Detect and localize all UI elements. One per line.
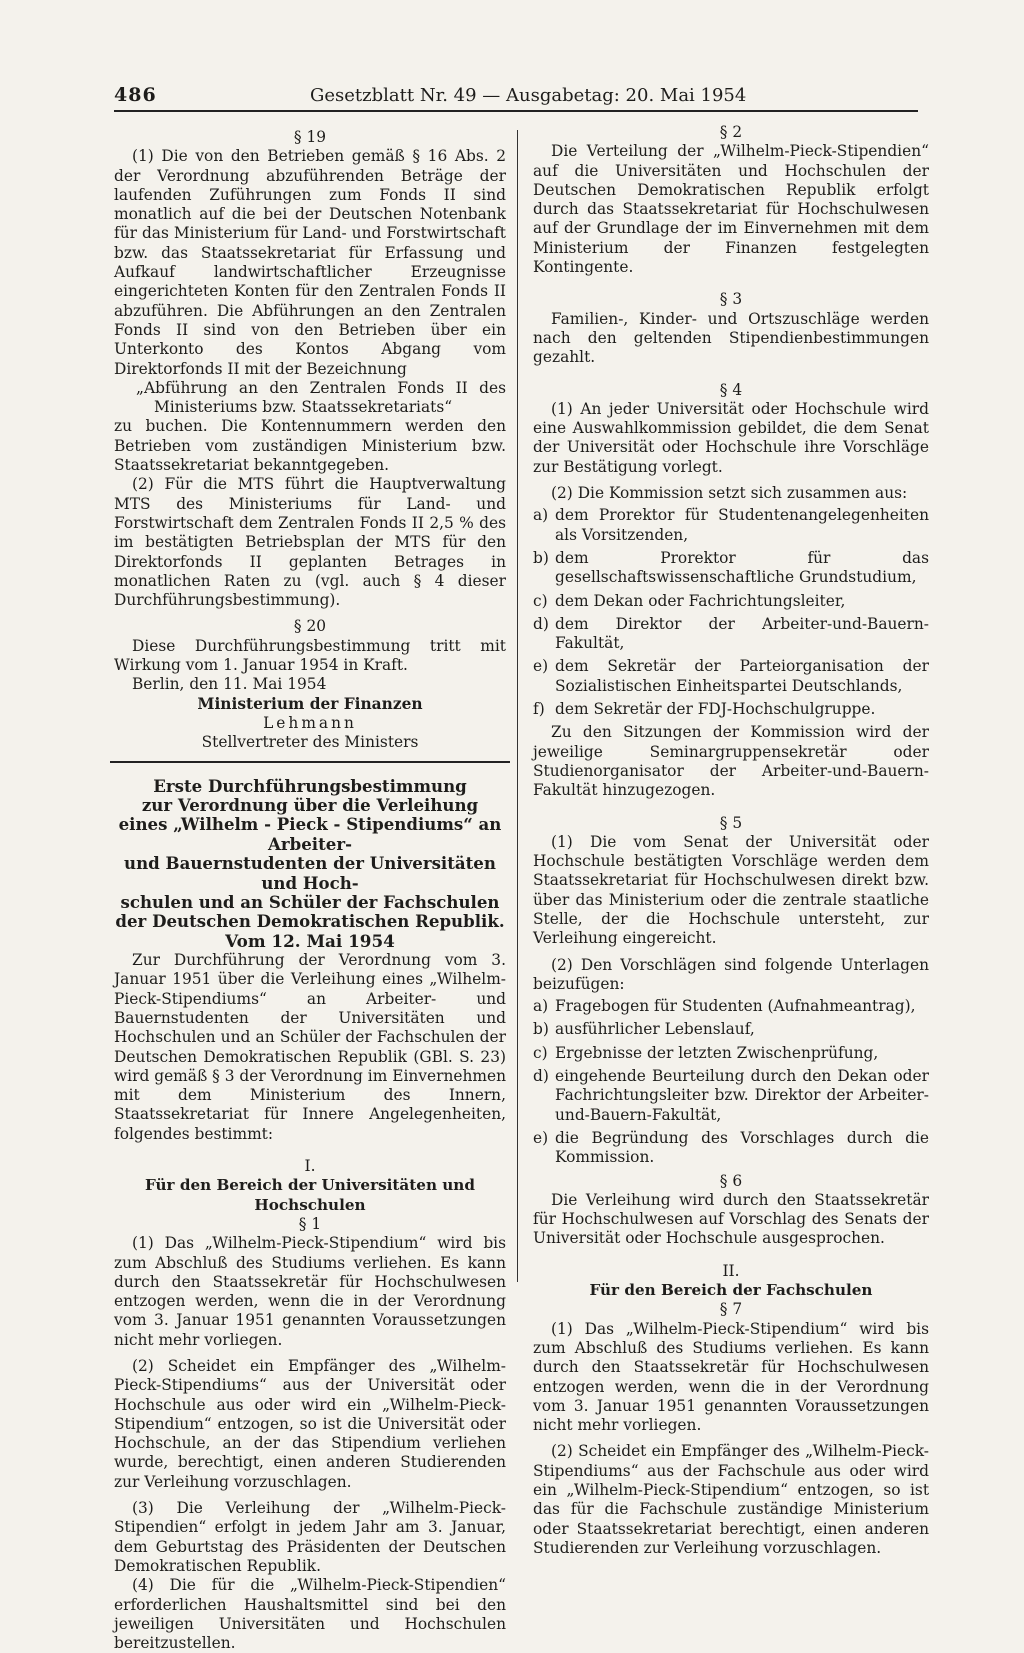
- paragraph-7-2: (2) Scheidet ein Empfänger des „Wilhelm-Pieck-Stipendiums“ aus der Fachschule aus oder wird ein „Wilhelm-Pieck-Stipendium“ entzogen, so ist das für die Fachschule zuständige Ministerium oder Staatssekretariat berechtigt, einen anderen Studierenden zur Verleihung vorzuschlagen.: [533, 1442, 929, 1557]
- running-header: Gesetzblatt Nr. 49 — Ausgabetag: 20. Mai 1954: [310, 85, 747, 106]
- right-column: [533, 123, 929, 1558]
- list-item: [533, 615, 929, 654]
- left-column: [114, 128, 506, 1653]
- list-item: [533, 506, 929, 545]
- list-item-label: c): [533, 591, 548, 610]
- commission-members-list: [533, 506, 929, 719]
- list-item-label: b): [533, 1020, 549, 1039]
- list-item: [533, 1020, 929, 1039]
- list-item: [533, 1044, 929, 1063]
- part-1-title: Für den Bereich der Universitäten und Hochschulen: [145, 1176, 475, 1214]
- list-item: [533, 700, 929, 719]
- section-heading-20: § 20: [293, 617, 327, 636]
- list-item-text: dem Sekretär der FDJ-Hochschulgruppe.: [555, 700, 876, 719]
- list-item-text: dem Sekretär der Parteiorganisation der Sozialistischen Einheitspartei Deutschlands,: [555, 657, 929, 695]
- paragraph-7-1: (1) Das „Wilhelm-Pieck-Stipendium“ wird bis zum Abschluß des Studiums verliehen. Es kann durch den Staatssekretär für Hochschulwesen entzogen werden, wenn die in der Verordnung vom 3. Januar 1951 genannten Voraussetzungen nicht mehr vorliegen.: [533, 1319, 929, 1435]
- paragraph-1-4: (4) Die für die „Wilhelm-Pieck-Stipendien“ erforderlichen Haushaltsmittel sind bei den jeweiligen Universitäten und Hochschulen bereitzustellen.: [114, 1576, 506, 1653]
- section-heading-19: § 19: [293, 128, 327, 146]
- list-item-label: d): [533, 614, 549, 633]
- document-title-line: Erste Durchführungsbestimmung: [153, 775, 467, 796]
- part-2-number: II.: [722, 1261, 740, 1280]
- list-item-label: e): [533, 1128, 549, 1147]
- list-item-label: d): [533, 1067, 549, 1086]
- paragraph-3: Familien-, Kinder- und Ortszuschläge werden nach den geltenden Stipendienbestimmungen gezahlt.: [533, 309, 929, 367]
- list-item: [533, 997, 929, 1016]
- list-item-text: dem Prorektor für das gesellschaftswissenschaftliche Grundstudium,: [555, 548, 929, 587]
- paragraph-2: Die Verteilung der „Wilhelm-Pieck-Stipendien“ auf die Universitäten und Hochschulen der Deutschen Demokratischen Republik erfolgt durch das Staatssekretariat für Hochschulwesen auf der Grundlage der im Einvernehmen mit dem Ministerium der Finanzen festgelegten Kontingente.: [533, 142, 929, 277]
- list-item-label: c): [533, 1043, 548, 1062]
- list-item-text: dem Prorektor für Studentenangelegenheiten als Vorsitzenden,: [555, 506, 929, 544]
- ministry-name: Ministerium der Finanzen: [197, 694, 423, 713]
- section-heading-2: § 2: [719, 123, 743, 141]
- section-separator: [110, 761, 510, 763]
- list-item: [533, 1129, 929, 1168]
- paragraph-19-1: (1) Die von den Betrieben gemäß § 16 Abs. 2 der Verordnung abzuführenden Beträge der laufenden Zuführungen zum Fonds II sind monatlich auf die bei der Deutschen Notenbank für das Ministerium für Land- und Forstwirtschaft bzw. das Staatssekretariat für Erfassung und Aufkauf landwirtschaftlicher Erzeugnisse eingerichteten Konten für den Zentralen Fonds II abzuführen. Die Abführungen an den Zentralen Fonds II sind von den Betrieben über ein Unterkonto des Kontos Abgang vom Direktorfonds II mit der Bezeichnung: [114, 147, 506, 378]
- section-heading-7: § 7: [719, 1300, 743, 1319]
- list-item: [533, 549, 929, 588]
- document-title-line: zur Verordnung über die Verleihung: [141, 794, 479, 815]
- section-heading-5: § 5: [719, 813, 743, 832]
- section-heading-4: § 4: [719, 380, 743, 399]
- quote-account-name: „Abführung an den Zentralen Fonds II des Ministeriums bzw. Staatssekretariats“: [136, 378, 506, 417]
- documents-list: [533, 997, 929, 1167]
- section-heading-6: § 6: [719, 1171, 743, 1190]
- paragraph-6: Die Verleihung wird durch den Staatssekretär für Hochschulwesen auf Vorschlag des Senats der Universität oder Hochschule ausgesprochen.: [533, 1190, 929, 1248]
- paragraph-5-1: (1) Die vom Senat der Universität oder Hochschule bestätigten Vorschläge werden dem Staatssekretariat für Hochschulwesen direkt bzw. über das Ministerium oder die zentrale staatliche Stelle, der die Hochschule untersteht, zur Verleihung eingereicht.: [533, 832, 929, 948]
- document-title: [114, 777, 506, 932]
- signer-name: Lehmann: [263, 713, 357, 732]
- paragraph-4-2: (2) Die Kommission setzt sich zusammen aus:: [551, 484, 908, 503]
- paragraph-5-2: (2) Den Vorschlägen sind folgende Unterlagen beizufügen:: [533, 955, 929, 993]
- list-item-text: Fragebogen für Studenten (Aufnahmeantrag),: [555, 997, 916, 1016]
- paragraph-1-1: (1) Das „Wilhelm-Pieck-Stipendium“ wird bis zum Abschluß des Studiums verliehen. Es kann durch den Staatssekretär für Hochschulwesen entzogen werden, wenn die in der Verordnung vom 3. Januar 1951 genannten Voraussetzungen nicht mehr vorliegen.: [114, 1234, 506, 1349]
- signer-role: Stellvertreter des Ministers: [201, 733, 419, 752]
- document-date: Vom 12. Mai 1954: [225, 930, 395, 951]
- document-title-line: schulen und an Schüler der Fachschulen: [120, 891, 500, 912]
- section-heading-3: § 3: [719, 290, 743, 309]
- list-item-text: eingehende Beurteilung durch den Dekan oder Fachrichtungsleiter bzw. Direktor der Arbeiter-und-Bauern-Fakultät,: [555, 1067, 929, 1124]
- paragraph-4-closing: Zu den Sitzungen der Kommission wird der jeweilige Seminargruppensekretär oder Studienorganisator der Arbeiter-und-Bauern-Fakultät hinzugezogen.: [533, 723, 929, 800]
- part-2-title: Für den Bereich der Fachschulen: [589, 1281, 873, 1300]
- list-item-label: b): [533, 548, 549, 567]
- paragraph-19-1-cont: zu buchen. Die Kontennummern werden den Betrieben vom zuständigen Ministerium bzw. Staatssekretariat bekanntgegeben.: [114, 417, 506, 475]
- list-item-text: Ergebnisse der letzten Zwischenprüfung,: [555, 1043, 879, 1062]
- paragraph-20: Diese Durchführungsbestimmung tritt mit Wirkung vom 1. Januar 1954 in Kraft.: [114, 636, 506, 675]
- page-number: 486: [114, 84, 157, 106]
- document-title-line: und Bauernstudenten der Universitäten und Hoch-: [124, 853, 496, 893]
- list-item-text: dem Dekan oder Fachrichtungsleiter,: [555, 591, 846, 610]
- paragraph-1-2: (2) Scheidet ein Empfänger des „Wilhelm-Pieck-Stipendiums“ aus der Universität oder Hochschule aus oder wird ein „Wilhelm-Pieck-Stipendium“ entzogen, so ist die Universität oder Hochschule, an der das Stipendium verliehen wurde, berechtigt, einen anderen Studierenden zur Verleihung vorzuschlagen.: [114, 1356, 506, 1491]
- document-title-line: eines „Wilhelm - Pieck - Stipendiums“ an Arbeiter-: [118, 814, 502, 854]
- section-heading-1: § 1: [298, 1214, 322, 1233]
- paragraph-4-1: (1) An jeder Universität oder Hochschule wird eine Auswahlkommission gebildet, die dem Senat der Universität oder Hochschule ihre Vorschläge zur Bestätigung vorlegt.: [533, 399, 929, 476]
- paragraph-1-3: (3) Die Verleihung der „Wilhelm-Pieck-Stipendien“ erfolgt in jedem Jahr am 3. Januar, dem Geburtstag des Präsidenten der Deutschen Demokratischen Republik.: [114, 1499, 506, 1575]
- place-date: Berlin, den 11. Mai 1954: [132, 675, 327, 694]
- list-item-label: f): [533, 700, 545, 719]
- header-rule: [114, 110, 918, 112]
- list-item-label: a): [533, 997, 549, 1016]
- document-title-line: der Deutschen Demokratischen Republik.: [115, 911, 505, 932]
- list-item: [533, 1067, 929, 1125]
- intro-paragraph: Zur Durchführung der Verordnung vom 3. Januar 1951 über die Verleihung eines „Wilhelm-Pieck-Stipendiums“ an Arbeiter- und Bauernstudenten der Universitäten und Hochschulen und an Schüler der Fachschulen der Deutschen Demokratischen Republik (GBl. S. 23) wird gemäß § 3 der Verordnung im Einvernehmen mit dem Ministerium des Innern, Staatssekretariat für Innere Angelegenheiten, folgendes bestimmt:: [114, 951, 506, 1143]
- list-item-text: dem Direktor der Arbeiter-und-Bauern-Fakultät,: [555, 614, 929, 653]
- list-item-text: die Begründung des Vorschlages durch die Kommission.: [555, 1128, 929, 1167]
- list-item-text: ausführlicher Lebenslauf,: [555, 1020, 755, 1039]
- list-item-label: a): [533, 506, 549, 525]
- column-divider: [517, 130, 518, 1282]
- list-item: [533, 592, 929, 611]
- list-item: [533, 657, 929, 696]
- part-1-number: I.: [304, 1157, 316, 1176]
- list-item-label: e): [533, 657, 549, 676]
- paragraph-19-2: (2) Für die MTS führt die Hauptverwaltung MTS des Ministeriums für Land- und Forstwirtschaft dem Zentralen Fonds II 2,5 % des im bestätigten Betriebsplan der MTS für den Direktorfonds II geplanten Betrages in monatlichen Raten zu (vgl. auch § 4 dieser Durchführungsbestimmung).: [114, 475, 506, 610]
